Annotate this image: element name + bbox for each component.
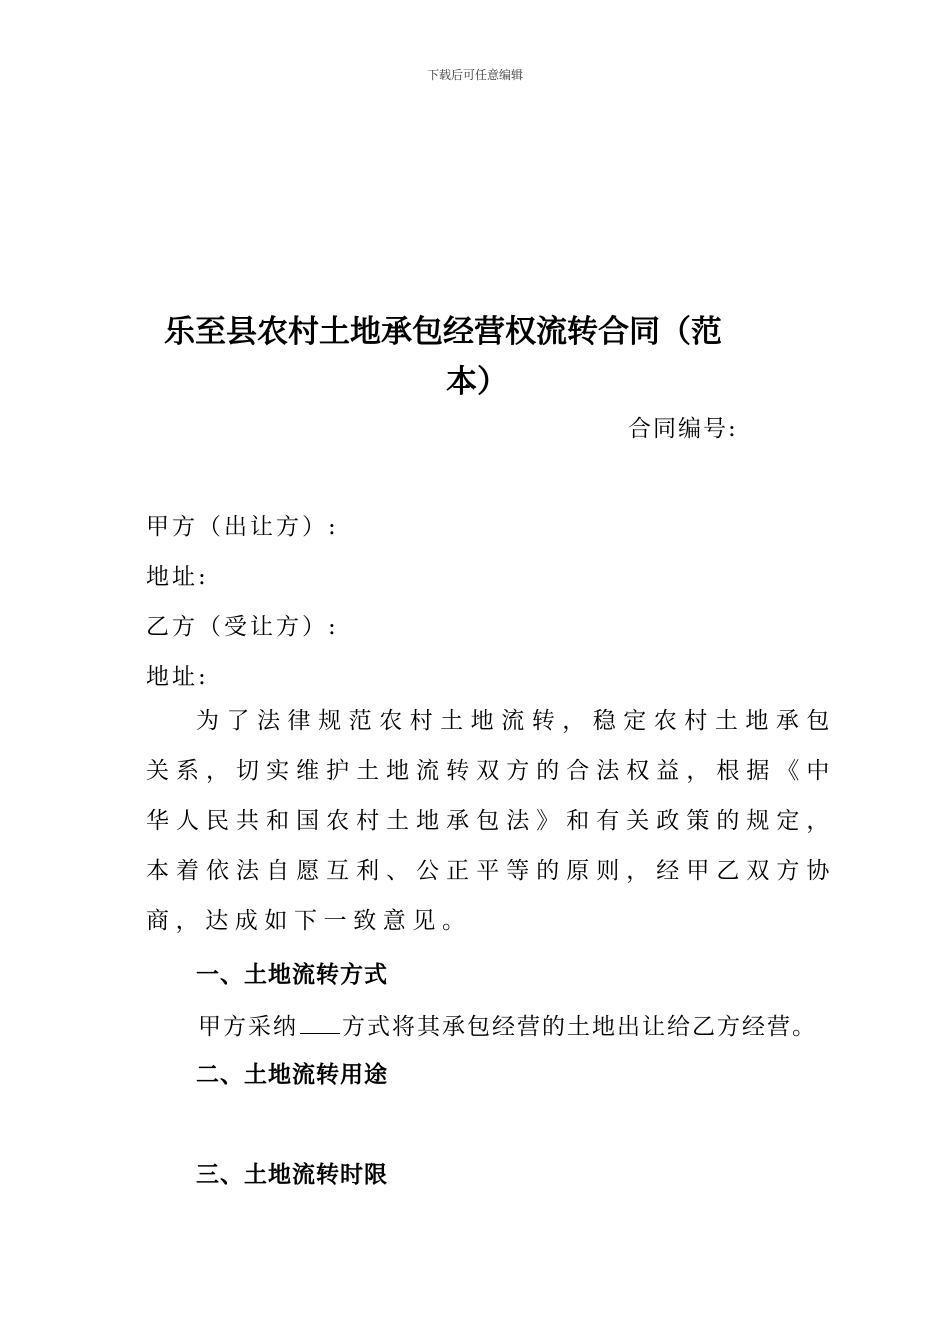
preamble-paragraph: 为了法律规范农村土地流转，稳定农村土地承包关系，切实维护土地流转双方的合法权益，根据《中华人民共和国农村土地承包法》和有关政策的规定，本着依法自愿互利、公正平等的原则，经甲乙双方协商，达成如下一致意见。: [146, 708, 836, 934]
fill-in-blank: [300, 1011, 340, 1034]
party-a-label: 甲方（出让方）:: [146, 514, 339, 540]
section-1-heading: 一、土地流转方式: [196, 962, 388, 988]
section-1-text-after: 方式将其承包经营的土地出让给乙方经营。: [342, 1014, 817, 1040]
party-b-label: 乙方（受让方）:: [146, 614, 339, 640]
document-title-line-1: 乐至县农村土地承包经营权流转合同（范: [164, 314, 722, 350]
document-title-line-2: 本）: [446, 364, 508, 400]
page-header-note: 下载后可任意编辑: [426, 68, 523, 82]
party-b-address-label: 地址:: [146, 664, 209, 690]
section-3-heading: 三、土地流转时限: [196, 1162, 388, 1188]
section-2-heading: 二、土地流转用途: [196, 1062, 388, 1088]
section-1-text-before: 甲方采纳: [198, 1014, 298, 1040]
contract-number-label: 合同编号:: [628, 416, 738, 442]
section-1-text: [198, 1008, 817, 1041]
party-a-address-label: 地址:: [146, 564, 209, 590]
